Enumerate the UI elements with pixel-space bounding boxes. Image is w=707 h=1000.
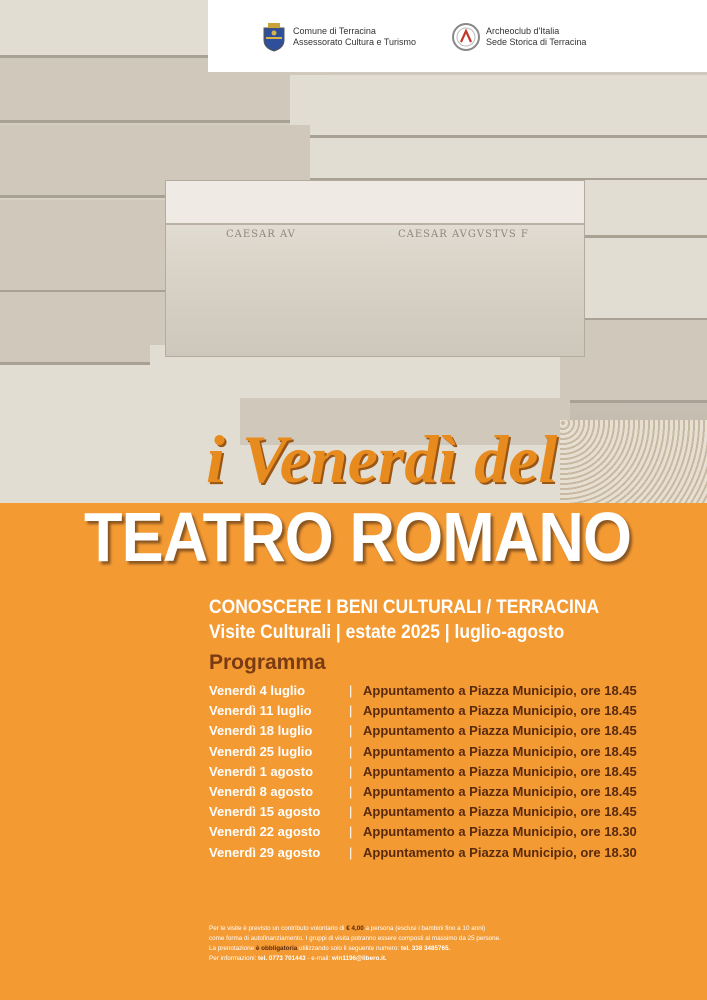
note-contribution — [209, 924, 629, 934]
event-appointment: Appuntamento a Piazza Municipio, ore 18.45 — [363, 763, 637, 779]
event-appointment: Appuntamento a Piazza Municipio, ore 18.45 — [363, 743, 637, 759]
info-email: win1196@libero.it. — [331, 955, 387, 962]
comune-name: Comune di Terracina — [293, 26, 376, 36]
program-row — [209, 824, 679, 844]
title-main: TEATRO ROMANO — [84, 498, 632, 576]
note-text: La prenotazione — [209, 945, 256, 952]
note-text: Per informazioni: — [209, 955, 258, 962]
event-date: Venerdì 22 agosto — [209, 824, 321, 840]
row-separator: | — [349, 824, 353, 840]
row-separator: | — [349, 703, 353, 719]
inscription-right: CAESAR AVGVSTVS F — [398, 229, 529, 240]
inscribed-stone-block — [165, 180, 585, 357]
event-date: Venerdì 8 agosto — [209, 783, 314, 799]
event-appointment: Appuntamento a Piazza Municipio, ore 18.45 — [363, 804, 637, 820]
program-row — [209, 764, 679, 784]
note-booking — [209, 944, 629, 954]
info-notes — [209, 924, 629, 964]
row-separator: | — [349, 763, 353, 779]
header-bar — [208, 0, 707, 72]
row-separator: | — [349, 743, 353, 759]
stone-step — [290, 75, 707, 138]
program-heading: Programma — [209, 651, 326, 674]
event-date: Venerdì 18 luglio — [209, 723, 313, 739]
event-appointment: Appuntamento a Piazza Municipio, ore 18.45 — [363, 723, 637, 739]
event-appointment: Appuntamento a Piazza Municipio, ore 18.45 — [363, 683, 637, 698]
event-appointment: Appuntamento a Piazza Municipio, ore 18.30 — [363, 844, 637, 860]
program-row — [209, 683, 679, 703]
row-separator: | — [349, 783, 353, 799]
info-phone: tel. 0773 701443 — [258, 955, 306, 962]
row-separator: | — [349, 804, 353, 820]
program-row — [209, 723, 679, 743]
event-date: Venerdì 29 agosto — [209, 844, 321, 860]
event-appointment: Appuntamento a Piazza Municipio, ore 18.30 — [363, 824, 637, 840]
program-row — [209, 784, 679, 804]
price: € 4,00 — [346, 925, 364, 932]
comune-office: Assessorato Cultura e Turismo — [293, 37, 417, 47]
title-script: i Venerdì del — [206, 421, 558, 497]
note-groups: come forma di autofinanziamento. I gruppi di visita potranno essere composti al massimo da 25 persone. — [209, 935, 501, 942]
stone-step — [578, 238, 707, 321]
event-date: Venerdì 1 agosto — [209, 763, 314, 779]
mandatory-label: è obbligatoria — [255, 945, 298, 952]
block-top — [166, 181, 584, 225]
stone-step — [310, 138, 707, 181]
program-row — [209, 703, 679, 723]
event-date: Venerdì 4 luglio — [209, 683, 306, 698]
event-date: Venerdì 25 luglio — [209, 743, 313, 759]
subtitle-line2: Visite Culturali | estate 2025 | luglio-agosto — [209, 622, 565, 643]
booking-phone: tel. 338 3485765. — [400, 945, 451, 952]
note-info — [209, 954, 629, 964]
program-row — [209, 804, 679, 824]
program-list — [209, 683, 679, 865]
program-row — [209, 744, 679, 764]
archeo-branch: Sede Storica di Terracina — [486, 37, 587, 47]
archeo-name: Archeoclub d'Italia — [486, 26, 560, 36]
gravel-ground — [560, 420, 707, 503]
row-separator: | — [349, 723, 353, 739]
note-text: utilizzando solo il seguente numero: — [297, 945, 401, 952]
event-date: Venerdì 15 agosto — [209, 804, 321, 820]
program-content — [209, 597, 679, 865]
event-appointment: Appuntamento a Piazza Municipio, ore 18.45 — [363, 783, 637, 799]
note-text: a persona (esclusi i bambini fino a 10 anni) — [363, 925, 486, 932]
archeoclub-logo-icon — [451, 22, 481, 52]
archeo-logo-group — [451, 22, 586, 52]
stone-step — [580, 180, 707, 238]
note-text: Per le visite è previsto un contributo volontario di — [209, 925, 347, 932]
event-date: Venerdì 11 luglio — [209, 703, 312, 719]
row-separator: | — [349, 844, 353, 860]
comune-logo-group — [260, 22, 416, 52]
inscription-left: CAESAR AV — [226, 229, 296, 240]
note-text: - e-mail: — [305, 955, 332, 962]
program-row — [209, 845, 679, 865]
stone-step — [0, 200, 170, 293]
event-appointment: Appuntamento a Piazza Municipio, ore 18.45 — [363, 703, 637, 719]
subtitle-line1: CONOSCERE I BENI CULTURALI / TERRACINA — [209, 597, 600, 618]
row-separator: | — [349, 683, 353, 698]
crest-icon — [260, 22, 288, 52]
